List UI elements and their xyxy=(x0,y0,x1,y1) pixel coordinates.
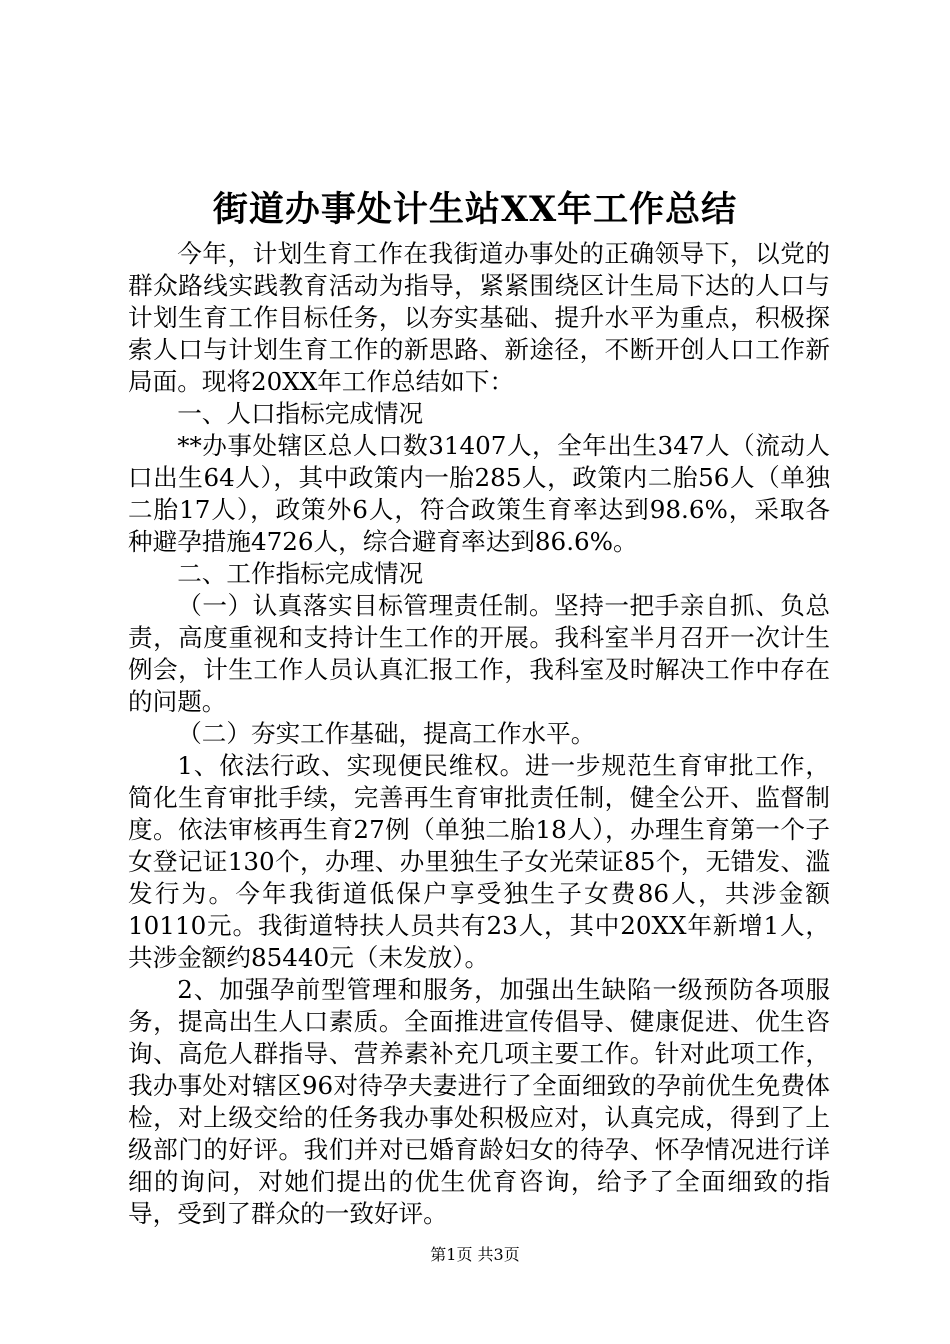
document-body xyxy=(128,238,830,1230)
section-heading-population: 一、人口指标完成情况 xyxy=(177,399,424,428)
paragraph-item-1: 1、依法行政、实现便民维权。进一步规范生育审批工作，简化生育审批手续，完善再生育审批责任制，健全公开、监督制度。依法审核再生育27例（单独二胎18人），办理生育第一个子女登记证130个，办理、办里独生子女光荣证85个，无错发、滥发行为。今年我街道低保户享受独生子女费86人，共涉金额10110元。我街道特扶人员共有23人，其中20XX年新增1人，共涉金额约85440元（未发放）。 xyxy=(128,751,830,972)
section-heading-work-indicators: 二、工作指标完成情况 xyxy=(177,559,424,588)
page-footer: 第1页 共3页 xyxy=(430,1245,520,1264)
paragraph-item-2: 2、加强孕前型管理和服务，加强出生缺陷一级预防各项服务，提高出生人口素质。全面推进宣传倡导、健康促进、优生咨询、高危人群指导、营养素补充几项主要工作。针对此项工作，我办事处对辖区96对待孕夫妻进行了全面细致的孕前优生免费体检，对上级交给的任务我办事处积极应对，认真完成，得到了上级部门的好评。我们并对已婚育龄妇女的待孕、怀孕情况进行详细的询问，对她们提出的优生优育咨询，给予了全面细致的指导，受到了群众的一致好评。 xyxy=(128,975,830,1228)
paragraph-intro: 今年，计划生育工作在我街道办事处的正确领导下，以党的群众路线实践教育活动为指导，紧紧围绕区计生局下达的人口与计划生育工作目标任务，以夯实基础、提升水平为重点，积极探索人口与计划生育工作的新思路、新途径，不断开创人口工作新局面。现将20XX年工作总结如下： xyxy=(128,239,830,396)
paragraph-responsibility: （一）认真落实目标管理责任制。坚持一把手亲自抓、负总责，高度重视和支持计生工作的开展。我科室半月召开一次计生例会，计生工作人员认真汇报工作，我科室及时解决工作中存在的问题。 xyxy=(128,591,830,716)
paragraph-foundation-heading: （二）夯实工作基础，提高工作水平。 xyxy=(177,719,596,748)
document-title: 街道办事处计生站XX年工作总结 xyxy=(212,189,738,230)
paragraph-population-stats: **办事处辖区总人口数31407人，全年出生347人（流动人口出生64人），其中政策内一胎285人，政策内二胎56人（单独二胎17人），政策外6人，符合政策生育率达到98.6%，采取各种避孕措施4726人，综合避育率达到86.6%。 xyxy=(128,431,830,556)
